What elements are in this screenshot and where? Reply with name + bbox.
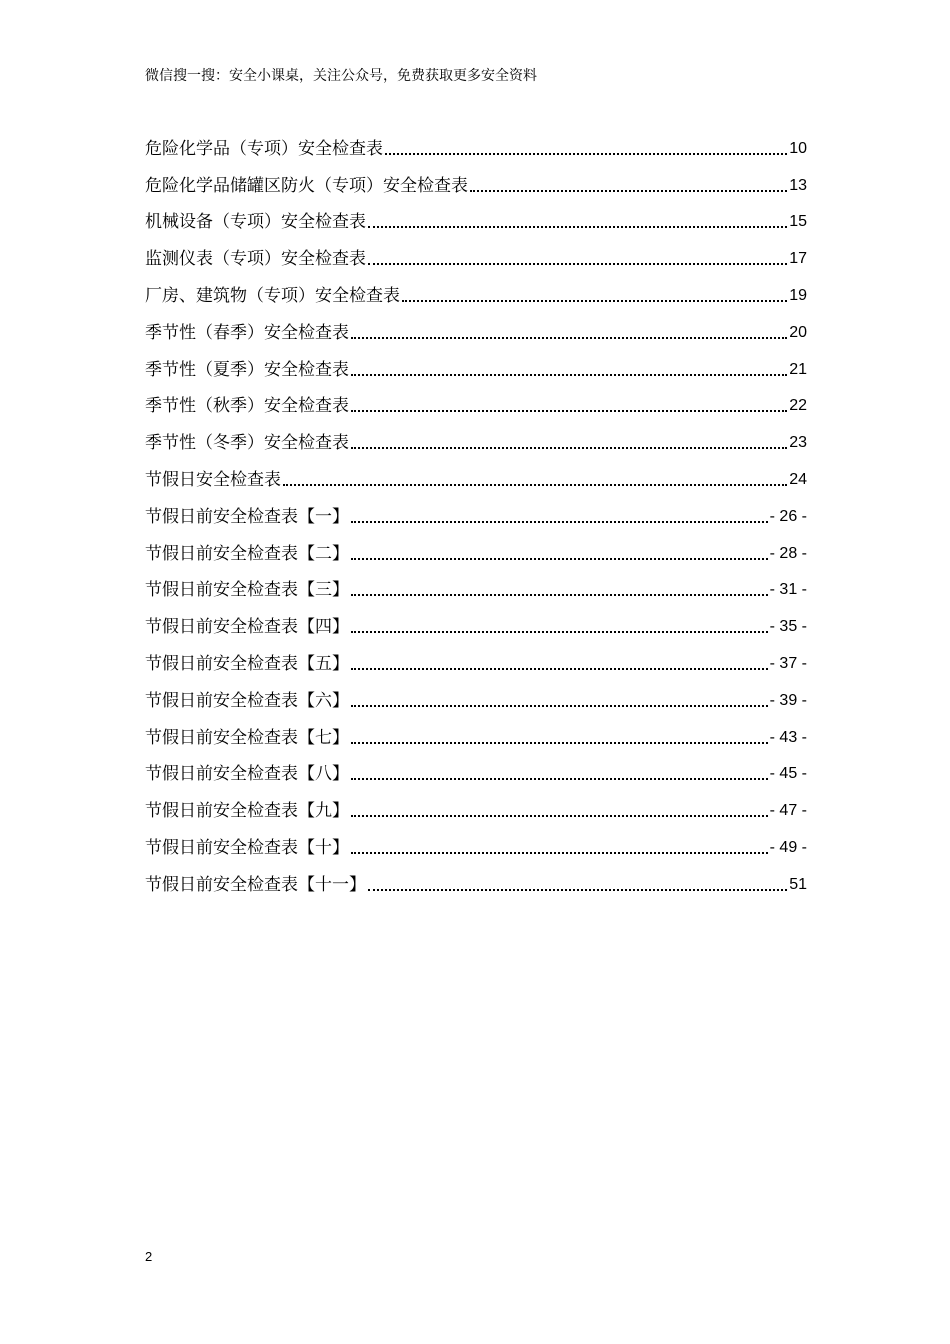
toc-entry-title: 节假日前安全检查表【七】 bbox=[145, 727, 349, 748]
toc-entry[interactable] bbox=[145, 750, 807, 787]
toc-dot-leader bbox=[385, 153, 787, 155]
toc-dot-leader bbox=[351, 778, 768, 780]
toc-dot-leader bbox=[368, 263, 787, 265]
toc-dot-leader bbox=[351, 337, 787, 339]
toc-entry-page: - 26 - bbox=[769, 507, 807, 525]
toc-entry-title: 节假日前安全检查表【六】 bbox=[145, 690, 349, 711]
toc-entry-page: 24 bbox=[789, 470, 807, 488]
toc-dot-leader bbox=[351, 742, 768, 744]
toc-entry-title: 季节性（冬季）安全检查表 bbox=[145, 433, 349, 454]
toc-dot-leader bbox=[470, 190, 787, 192]
toc-entry[interactable] bbox=[145, 823, 807, 860]
toc-entry-title: 节假日前安全检查表【二】 bbox=[145, 543, 349, 564]
toc-entry-page: - 39 - bbox=[769, 691, 807, 709]
toc-entry[interactable] bbox=[145, 124, 807, 161]
toc-entry-title: 危险化学品储罐区防火（专项）安全检查表 bbox=[145, 175, 468, 196]
toc-dot-leader bbox=[351, 594, 768, 596]
toc-dot-leader bbox=[368, 226, 787, 228]
toc-entry-page: - 49 - bbox=[769, 838, 807, 856]
toc-entry-title: 节假日前安全检查表【三】 bbox=[145, 580, 349, 601]
toc-entry-title: 节假日前安全检查表【五】 bbox=[145, 653, 349, 674]
table-of-contents bbox=[145, 124, 807, 897]
toc-entry[interactable] bbox=[145, 198, 807, 235]
toc-entry-title: 节假日前安全检查表【一】 bbox=[145, 506, 349, 527]
toc-entry-title: 节假日前安全检查表【九】 bbox=[145, 801, 349, 822]
toc-entry-page: - 28 - bbox=[769, 544, 807, 562]
toc-entry-page: - 47 - bbox=[769, 802, 807, 820]
header-note: 微信搜一搜：安全小课桌，关注公众号，免费获取更多安全资料 bbox=[145, 68, 537, 84]
toc-entry[interactable] bbox=[145, 566, 807, 603]
toc-entry[interactable] bbox=[145, 234, 807, 271]
toc-entry-title: 节假日前安全检查表【四】 bbox=[145, 617, 349, 638]
toc-entry-page: 15 bbox=[789, 213, 807, 231]
toc-entry[interactable] bbox=[145, 161, 807, 198]
toc-dot-leader bbox=[351, 447, 787, 449]
toc-dot-leader bbox=[351, 815, 768, 817]
toc-entry[interactable] bbox=[145, 492, 807, 529]
toc-dot-leader bbox=[351, 521, 768, 523]
toc-entry[interactable] bbox=[145, 418, 807, 455]
toc-entry[interactable] bbox=[145, 713, 807, 750]
toc-dot-leader bbox=[351, 410, 787, 412]
toc-entry[interactable] bbox=[145, 345, 807, 382]
toc-entry-page: 22 bbox=[789, 397, 807, 415]
toc-entry-title: 季节性（夏季）安全检查表 bbox=[145, 359, 349, 380]
page-number: 2 bbox=[145, 1249, 153, 1264]
toc-entry-page: - 45 - bbox=[769, 765, 807, 783]
toc-entry[interactable] bbox=[145, 308, 807, 345]
toc-entry[interactable] bbox=[145, 639, 807, 676]
toc-dot-leader bbox=[351, 852, 768, 854]
toc-entry-title: 季节性（秋季）安全检查表 bbox=[145, 396, 349, 417]
toc-entry[interactable] bbox=[145, 602, 807, 639]
toc-entry-page: 20 bbox=[789, 323, 807, 341]
toc-entry-page: 21 bbox=[789, 360, 807, 378]
toc-entry-title: 监测仪表（专项）安全检查表 bbox=[145, 249, 366, 270]
toc-entry-title: 节假日前安全检查表【八】 bbox=[145, 764, 349, 785]
toc-entry[interactable] bbox=[145, 676, 807, 713]
toc-dot-leader bbox=[283, 484, 787, 486]
toc-entry-page: 19 bbox=[789, 286, 807, 304]
toc-entry-page: - 31 - bbox=[769, 581, 807, 599]
toc-entry-title: 节假日安全检查表 bbox=[145, 469, 281, 490]
toc-dot-leader bbox=[402, 300, 787, 302]
toc-entry-page: - 35 - bbox=[769, 618, 807, 636]
toc-entry-page: 13 bbox=[789, 176, 807, 194]
toc-entry-page: 51 bbox=[789, 875, 807, 893]
toc-entry[interactable] bbox=[145, 860, 807, 897]
toc-entry-page: 17 bbox=[789, 250, 807, 268]
toc-entry-title: 季节性（春季）安全检查表 bbox=[145, 322, 349, 343]
toc-dot-leader bbox=[368, 889, 787, 891]
toc-entry-page: 10 bbox=[789, 139, 807, 157]
toc-dot-leader bbox=[351, 631, 768, 633]
toc-dot-leader bbox=[351, 705, 768, 707]
toc-entry-page: - 43 - bbox=[769, 728, 807, 746]
toc-entry[interactable] bbox=[145, 529, 807, 566]
toc-entry-title: 机械设备（专项）安全检查表 bbox=[145, 212, 366, 233]
toc-dot-leader bbox=[351, 374, 787, 376]
toc-entry-page: - 37 - bbox=[769, 654, 807, 672]
toc-dot-leader bbox=[351, 668, 768, 670]
toc-entry-title: 节假日前安全检查表【十一】 bbox=[145, 874, 366, 895]
toc-entry[interactable] bbox=[145, 271, 807, 308]
toc-entry-title: 节假日前安全检查表【十】 bbox=[145, 837, 349, 858]
toc-entry[interactable] bbox=[145, 455, 807, 492]
toc-entry[interactable] bbox=[145, 382, 807, 419]
toc-dot-leader bbox=[351, 558, 768, 560]
toc-entry-title: 危险化学品（专项）安全检查表 bbox=[145, 138, 383, 159]
toc-entry-page: 23 bbox=[789, 434, 807, 452]
toc-entry-title: 厂房、建筑物（专项）安全检查表 bbox=[145, 285, 400, 306]
toc-entry[interactable] bbox=[145, 786, 807, 823]
